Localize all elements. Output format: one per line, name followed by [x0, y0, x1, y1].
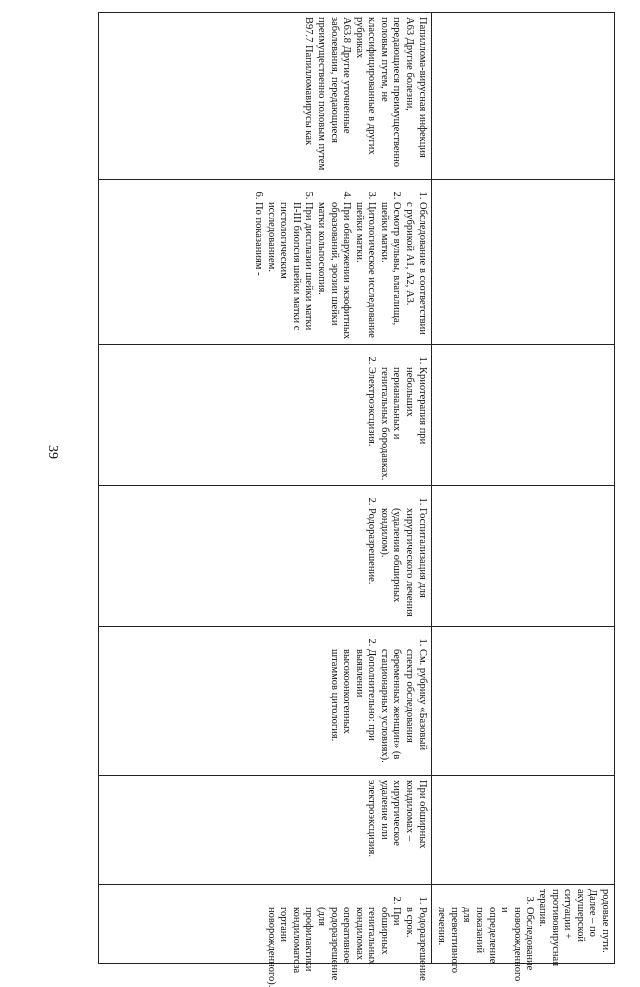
rotated-content [98, 12, 615, 987]
list-item: 1. Обследование в соответствии с рубрикой А1, А2, А3. [403, 202, 428, 340]
table-cell-empty [431, 627, 614, 776]
list-item: 1. Родоразрешение в срок. [403, 907, 428, 959]
table-cell-empty [431, 13, 614, 180]
list-item: родовые пути. Далее – по акушерской ситуации + противовирусная терапия. [537, 889, 611, 967]
table-cell-examination [99, 180, 432, 345]
table-cell-empty [431, 180, 614, 345]
list-item: 2. При обширных генитальных кондиломах оперативное родоразрешение (для профилактики кондиломатоза гортани новорожденного). [264, 907, 403, 959]
list-item: 4. При обнаружении экзофитных образований, эрозии шейки матки кольпоскопия. [314, 202, 352, 340]
rotated-table-frame [98, 12, 615, 987]
numbered-list [264, 889, 428, 987]
numbered-list [435, 889, 536, 982]
list-item: 5. При дисплазии шейки матки II-III биопсия шейки матки с гистологическим исследованием. [264, 202, 314, 340]
list-item: 2. Родоразрешение. [365, 508, 378, 622]
table-cell-empty [431, 486, 614, 627]
table-cell-delivery-continued [431, 885, 614, 982]
table-cell-empty [431, 776, 614, 885]
list-item: 2. Осмотр вульвы, влагалища, шейки матки. [377, 202, 402, 340]
list-item: 2. Дополнительно: при выявлении высокоонкогенных штаммов цитология. [327, 649, 377, 771]
table-cell-inpatient-examination [99, 627, 432, 776]
list-item: 2. Электроэксцизия. [365, 367, 378, 481]
table-row [431, 13, 614, 964]
numbered-list [327, 631, 428, 771]
table-cell-delivery [99, 885, 432, 987]
list-item: 3. Цитологическое исследование шейки матки. [352, 202, 377, 340]
list-item: 3. Обследование новорожденного и определение показаний для превентивного лечения. [435, 907, 536, 959]
table-cell-treatment [99, 345, 432, 486]
table-cell-diagnosis: Папиллома-вирусная инфекция А63 Другие болезни, передающиеся преимущественно половым путем, не классифицированные в других рубриках А63.8 Другие уточненные заболевания, передающиеся преимущественно половым путем В97.7 Папилломавирусы как [99, 13, 432, 180]
list-item: 1. Госпитализация для хирургического лечения (удаления обширных кондилом). [377, 508, 427, 622]
numbered-list [365, 349, 428, 481]
table-row [99, 13, 432, 964]
table-cell-hospitalization [99, 486, 432, 627]
list-item: 1. См. рубрику «Базовый спектр обследования беременных женщин» (в стационарных условиях). [377, 649, 427, 771]
list-item: 1. Криотерапия при небольших перианальных и генитальных бородавках. [377, 367, 427, 481]
page-number: 39 [45, 445, 60, 459]
list-item: 6. По показаниям - [251, 202, 264, 340]
numbered-list [365, 490, 428, 622]
clinical-table [98, 12, 615, 987]
table-cell-empty [431, 345, 614, 486]
table-cell-surgical-treatment: При обширных кондиломах – хирургическое удаление или электроэксцизия. [99, 776, 432, 885]
numbered-list [251, 184, 427, 340]
